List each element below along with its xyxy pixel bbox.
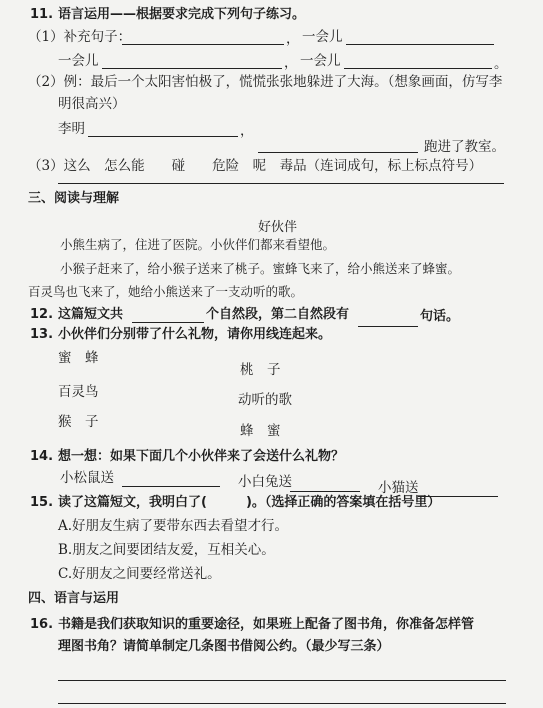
q15-option-a[interactable]: A.好朋友生病了要带东西去看望才行。 xyxy=(58,518,289,534)
match-left-lark[interactable]: 百灵鸟 xyxy=(58,384,99,400)
match-right-peach[interactable]: 桃 子 xyxy=(240,362,281,378)
comma: ， xyxy=(284,55,298,71)
q15-option-c[interactable]: C.好朋友之间要经常送礼。 xyxy=(58,566,221,582)
q11-part2-line1: （2）例：最后一个太阳害怕极了，慌慌张张地躲进了大海。（想象画面，仿写李 xyxy=(28,74,503,90)
answer-blank[interactable] xyxy=(102,68,282,69)
question-15-text: 读了这篇短文，我明白了( )。（选择正确的答案填在括号里） xyxy=(58,495,441,510)
q12-part2: 个自然段，第二自然段有 xyxy=(206,307,350,322)
question-11-title: 语言运用——根据要求完成下列句子练习。 xyxy=(58,7,306,22)
answer-blank[interactable] xyxy=(358,326,418,327)
section-4-heading: 四、语言与运用 xyxy=(28,591,120,606)
match-left-bee[interactable]: 蜜 蜂 xyxy=(58,350,99,366)
q15-option-b[interactable]: B.朋友之间要团结友爱，互相关心。 xyxy=(58,542,275,558)
story-title: 好伙伴 xyxy=(258,220,298,235)
answer-blank[interactable] xyxy=(344,68,492,69)
q14-squirrel-label: 小松鼠送 xyxy=(60,470,114,486)
question-11-number: 11. xyxy=(30,7,54,22)
comma: ， xyxy=(286,31,300,47)
comma: ， xyxy=(240,123,254,139)
q14-rabbit-label: 小白兔送 xyxy=(238,474,292,490)
question-14-number: 14. xyxy=(30,449,54,464)
q12-part3: 句话。 xyxy=(420,309,460,324)
story-line-1: 小熊生病了，住进了医院。小伙伴们都来看望他。 xyxy=(60,237,336,252)
question-15-number: 15. xyxy=(30,495,54,510)
question-16-line1: 书籍是我们获取知识的重要途径，如果班上配备了图书角，你准备怎样管 xyxy=(58,617,475,632)
yihuier-label: 一会儿 xyxy=(58,53,99,69)
question-14-text: 想一想：如果下面几个小伙伴来了会送什么礼物？ xyxy=(58,449,345,464)
section-3-heading: 三、阅读与理解 xyxy=(28,191,120,206)
question-16-line2: 理图书角？请简单制定几条图书借阅公约。（最少写三条） xyxy=(58,639,390,654)
ran-into-classroom: 跑进了教室。 xyxy=(424,139,505,155)
q14-cat-label: 小猫送 xyxy=(378,480,419,496)
match-right-honey[interactable]: 蜂 蜜 xyxy=(240,423,281,439)
answer-line[interactable] xyxy=(58,680,506,681)
answer-blank[interactable] xyxy=(132,322,204,323)
question-12-number: 12. xyxy=(30,307,54,322)
q12-part1: 这篇短文共 xyxy=(58,307,124,322)
liming-label: 李明 xyxy=(58,121,85,137)
answer-line[interactable] xyxy=(58,183,504,184)
answer-blank[interactable] xyxy=(290,491,360,492)
period: 。 xyxy=(494,56,508,72)
story-line-2: 小猴子赶来了，给小猴子送来了桃子。蜜蜂飞来了，给小熊送来了蜂蜜。 xyxy=(60,261,461,276)
answer-line[interactable] xyxy=(58,703,506,704)
story-line-3: 百灵鸟也飞来了，她给小熊送来了一支动听的歌。 xyxy=(28,284,304,299)
q11-part3-words: （3）这么 怎么能 碰 危险 呢 毒品（连词成句，标上标点符号） xyxy=(28,158,483,174)
answer-blank[interactable] xyxy=(346,44,494,45)
answer-blank[interactable] xyxy=(88,136,238,137)
question-16-number: 16. xyxy=(30,617,54,632)
answer-blank[interactable] xyxy=(122,486,220,487)
match-left-monkey[interactable]: 猴 子 xyxy=(58,414,99,430)
answer-blank[interactable] xyxy=(258,152,418,153)
yihuier-label: 一会儿 xyxy=(302,29,343,45)
question-13-number: 13. xyxy=(30,327,54,342)
question-13-text: 小伙伴们分别带了什么礼物，请你用线连起来。 xyxy=(58,327,332,342)
q11-part2-line2: 明很高兴） xyxy=(58,96,126,112)
yihuier-label: 一会儿 xyxy=(300,53,341,69)
match-right-song[interactable]: 动听的歌 xyxy=(238,392,292,408)
q11-part1-label: （1）补充句子： xyxy=(28,29,132,45)
answer-blank[interactable] xyxy=(122,44,284,45)
